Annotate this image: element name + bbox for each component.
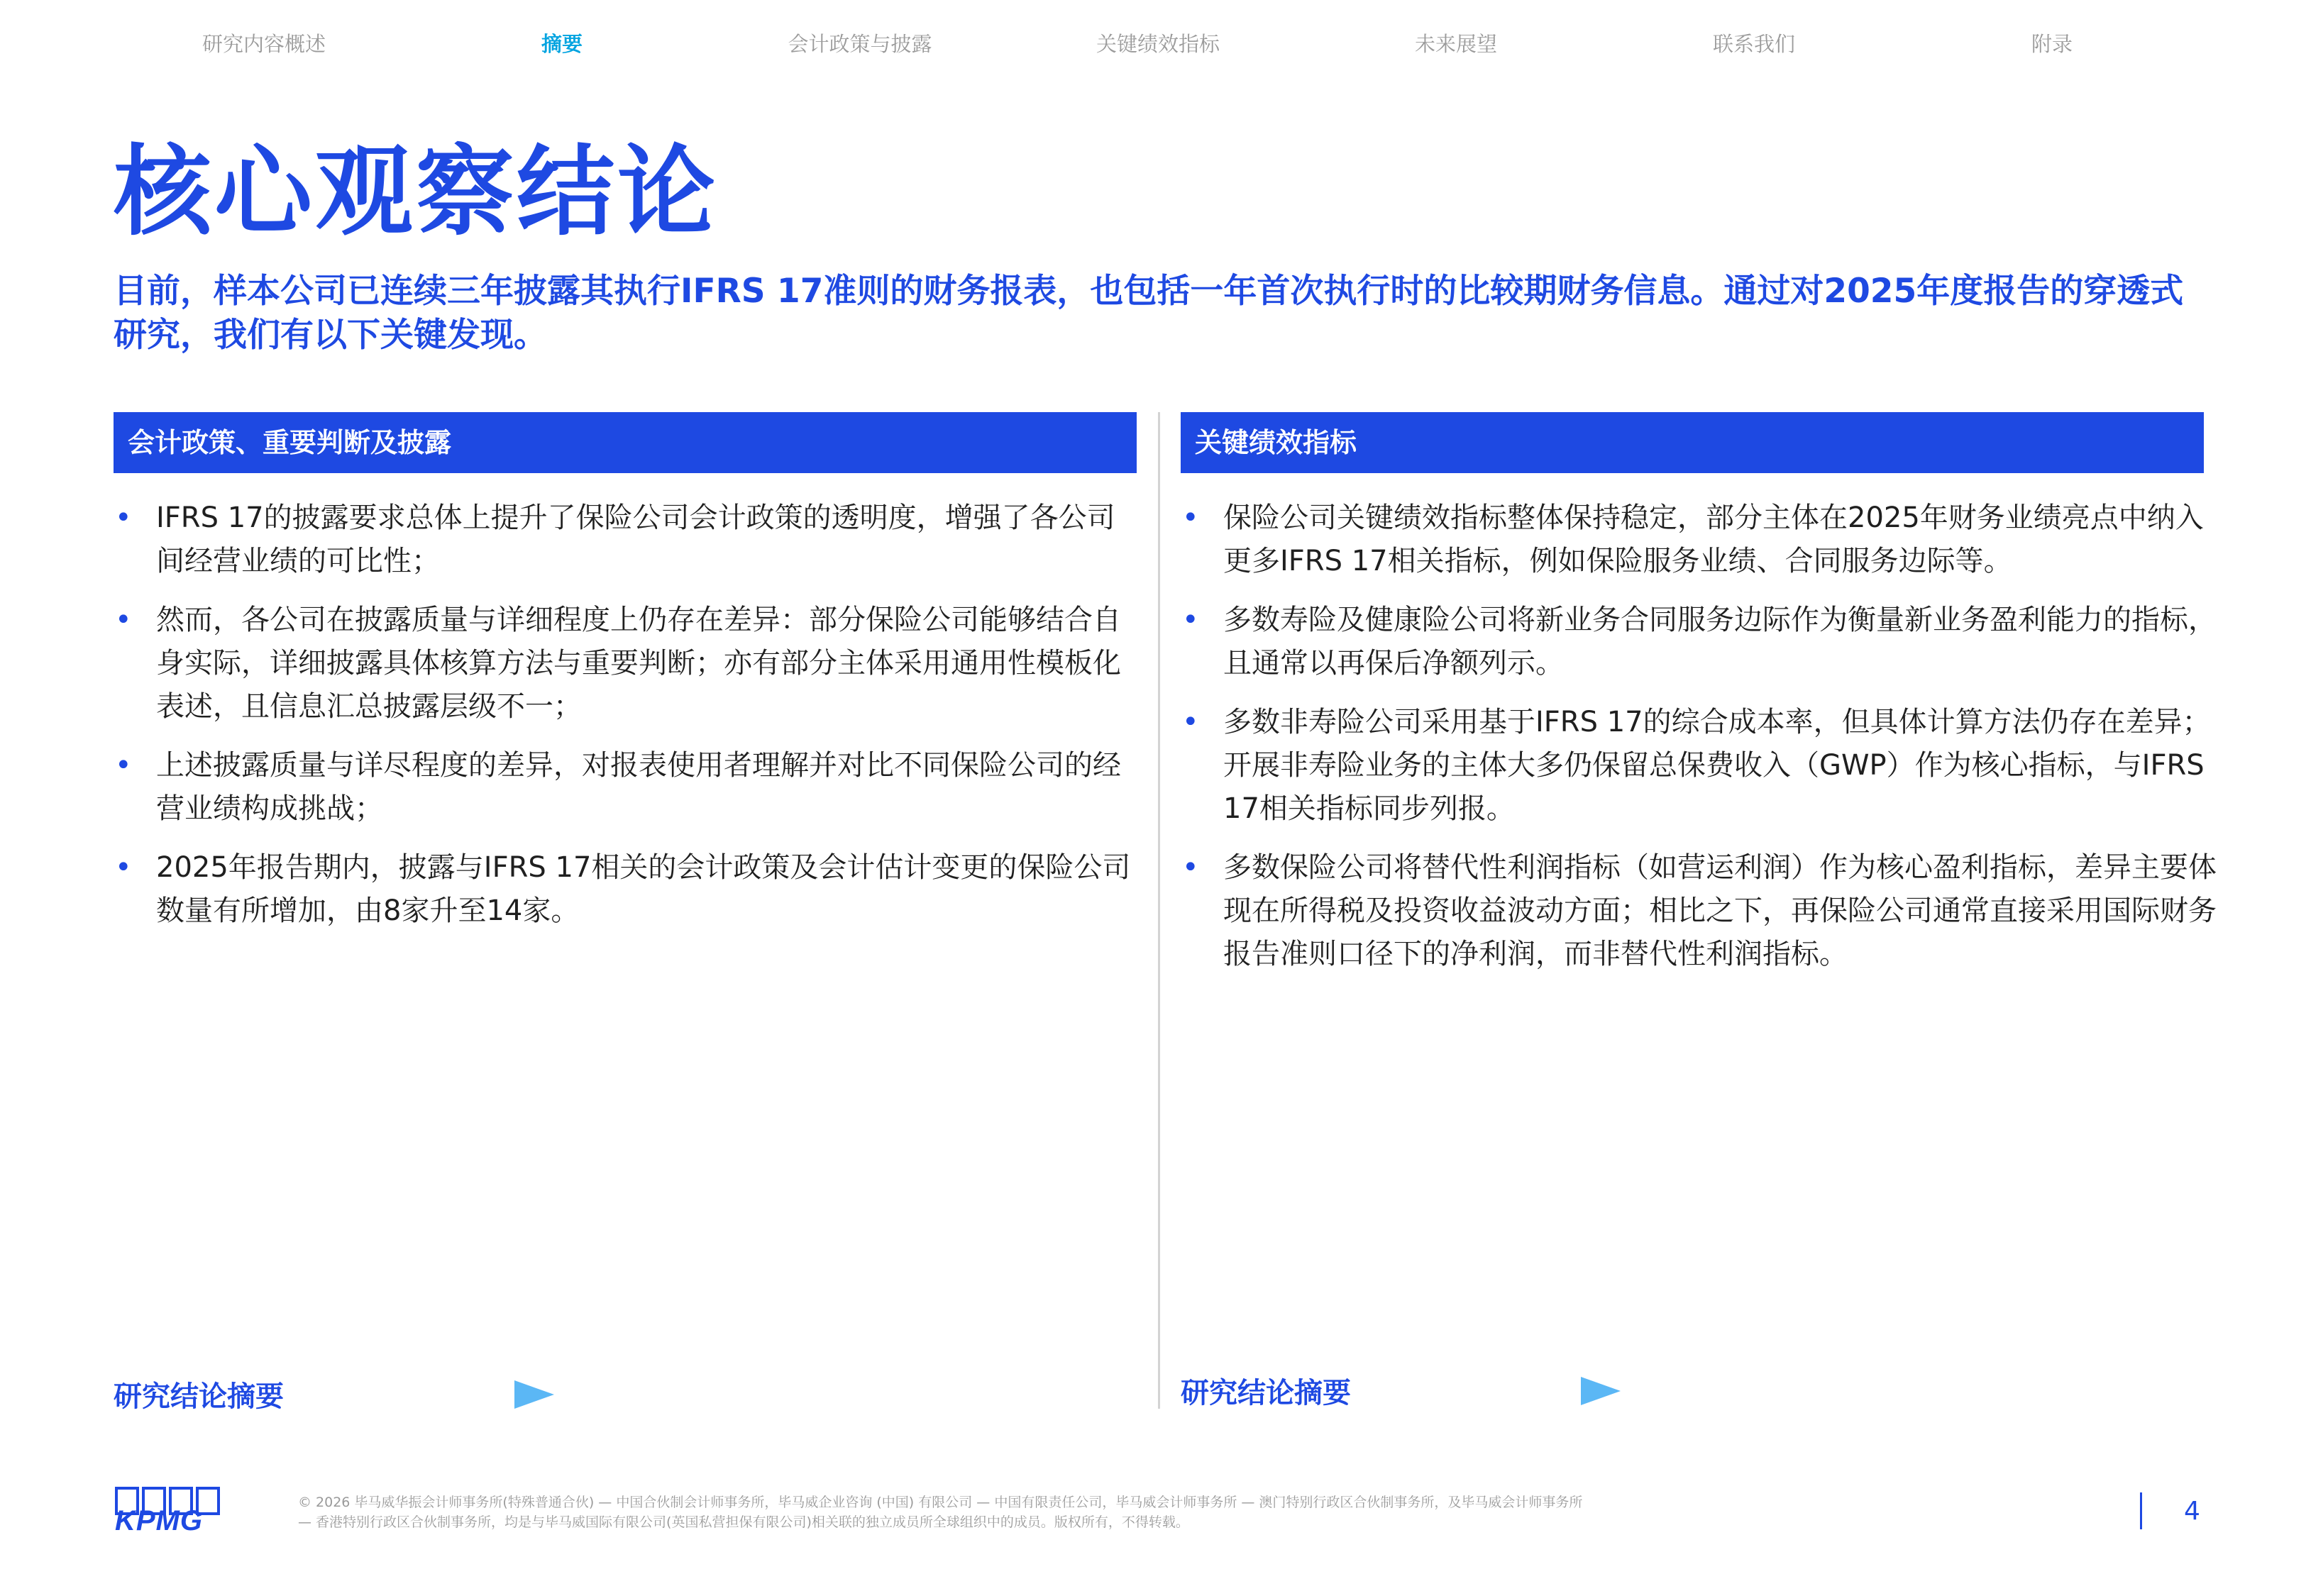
logo-text: KPMG [115,1505,203,1536]
right-bullet-list [1181,497,2231,992]
bullet-text: 2025年报告期内，披露与IFRS 17相关的会计政策及会计估计变更的保险公司数量有所增加，由8家升至14家。 [156,851,1131,927]
left-column-header: 会计政策、重要判断及披露 [114,412,1137,473]
bullet-icon: • [115,604,132,636]
page-number: 4 [2184,1497,2200,1526]
top-navigation [0,28,2306,71]
arrow-right-icon[interactable] [514,1380,554,1409]
bullet-icon: • [115,851,132,884]
page-number-separator [2140,1492,2142,1529]
bullet-text: 然而，各公司在披露质量与详细程度上仍存在差异：部分保险公司能够结合自身实际，详细披露具体核算方法与重要判断；亦有部分主体采用通用性模板化表述，且信息汇总披露层级不一； [156,604,1121,723]
list-item [114,497,1139,583]
right-column-header: 关键绩效指标 [1181,412,2204,473]
bullet-text: 多数保险公司将替代性利润指标（如营运利润）作为核心盈利指标，差异主要体现在所得税及投资收益波动方面；相比之下，再保险公司通常直接采用国际财务报告准则口径下的净利润，而非替代性利润指标。 [1223,851,2217,970]
page-title: 核心观察结论 [114,135,719,249]
nav-item-outlook[interactable]: 未来展望 [1414,32,1498,56]
bullet-text: 保险公司关键绩效指标整体保持稳定，部分主体在2025年财务业绩亮点中纳入更多IFRS 17相关指标，例如保险服务业绩、合同服务边际等。 [1223,501,2204,577]
arrow-right-icon[interactable] [1581,1377,1621,1405]
nav-item-summary[interactable]: 摘要 [541,32,583,56]
bullet-text: IFRS 17的披露要求总体上提升了保险公司会计政策的透明度，增强了各公司间经营业绩的可比性； [156,501,1115,577]
list-item [114,599,1139,728]
nav-item-kpi[interactable]: 关键绩效指标 [1096,32,1220,56]
research-summary-link-left[interactable]: 研究结论摘要 [114,1380,284,1413]
bullet-icon: • [1182,851,1199,884]
column-divider [1158,412,1160,1409]
nav-item-appendix[interactable]: 附录 [2031,32,2073,56]
research-summary-link-right[interactable]: 研究结论摘要 [1181,1377,1351,1409]
list-item [114,744,1139,831]
list-item [1181,497,2231,583]
bullet-text: 多数寿险及健康险公司将新业务合同服务边际作为衡量新业务盈利能力的指标，且通常以再保后净额列示。 [1223,604,2217,680]
left-bullet-list [114,497,1139,948]
bullet-text: 上述披露质量与详尽程度的差异，对报表使用者理解并对比不同保险公司的经营业绩构成挑战； [156,749,1121,825]
bullet-icon: • [1182,706,1199,738]
bullet-text: 多数非寿险公司采用基于IFRS 17的综合成本率，但具体计算方法仍存在差异；开展非寿险业务的主体大多仍保留总保费收入（GWP）作为核心指标，与IFRS 17相关指标同步列报。 [1223,706,2211,825]
list-item [1181,846,2231,976]
bullet-icon: • [1182,604,1199,636]
list-item [1181,599,2231,685]
list-item [1181,701,2231,831]
copyright-notice: © 2026 毕马威华振会计师事务所(特殊普通合伙) — 中国合伙制会计师事务所，毕马威企业咨询 (中国) 有限公司 — 中国有限责任公司，毕马威会计师事务所 — 澳门特别行政区合伙制事务所，及毕马威会计师事务所 — 香港特别行政区合伙制事务所，均是与毕马威国际有限公司(英国私营担保有限公司)相关联的独立成员所全球组织中的成员。版权所有，不得转载。 [298,1495,1583,1530]
nav-item-contact[interactable]: 联系我们 [1712,32,1796,56]
list-item [114,846,1139,933]
nav-item-overview[interactable]: 研究内容概述 [202,32,326,56]
kpmg-logo [115,1487,220,1534]
nav-item-accounting-policy[interactable]: 会计政策与披露 [788,32,932,56]
intro-paragraph: 目前，样本公司已连续三年披露其执行IFRS 17准则的财务报表，也包括一年首次执行时的比较期财务信息。通过对2025年度报告的穿透式研究，我们有以下关键发现。 [114,272,2184,355]
bullet-icon: • [115,501,132,534]
bullet-icon: • [115,749,132,782]
bullet-icon: • [1182,501,1199,534]
